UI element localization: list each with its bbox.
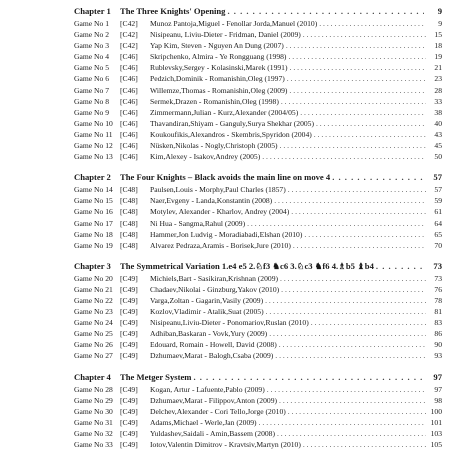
eco-code: [C49] xyxy=(120,284,138,294)
list-item xyxy=(74,40,442,51)
dot-leader xyxy=(286,40,426,51)
dot-leader xyxy=(259,417,426,428)
players-text: Nisipeanu, Liviu-Dieter - Fridman, Daniel (2009) xyxy=(150,30,301,40)
game-page-number: 61 xyxy=(434,207,442,217)
game-number: Game No 15 xyxy=(74,196,113,206)
eco-code: [C48] xyxy=(120,240,138,250)
chapter-label: Chapter 3 xyxy=(74,260,111,271)
game-page-number: 50 xyxy=(434,152,442,162)
game-page-number: 19 xyxy=(434,52,442,62)
dot-leader xyxy=(262,151,426,162)
dot-leader xyxy=(227,6,424,17)
game-page-number: 93 xyxy=(434,351,442,361)
chapter-section xyxy=(74,372,442,451)
dot-leader xyxy=(267,384,426,395)
game-players xyxy=(150,40,426,51)
list-item xyxy=(74,29,442,40)
players-text: Delchev,Alexander - Cori Tello,Jorge (2010) xyxy=(150,406,286,416)
chapter-title: The Four Knights – Black avoids the main line on move 4 xyxy=(120,172,331,183)
chapter-section xyxy=(74,6,442,162)
dot-leader xyxy=(300,107,426,118)
game-number: Game No 17 xyxy=(74,218,113,228)
list-item xyxy=(74,428,442,439)
eco-code: [C49] xyxy=(120,340,138,350)
game-number: Game No 6 xyxy=(74,74,110,84)
game-number: Game No 18 xyxy=(74,229,113,239)
players-text: Iotov,Valentin Dimitrov - Kravtsiv,Martyn (2010) xyxy=(150,440,301,449)
players-text: Dzhumaev,Marat - Balogh,Csaba (2009) xyxy=(150,351,274,361)
game-number: Game No 10 xyxy=(74,118,113,128)
players-text: Ni Hua - Sangma,Rahul (2009) xyxy=(150,218,246,228)
game-number: Game No 32 xyxy=(74,428,113,438)
game-players xyxy=(150,240,426,251)
chapter-heading xyxy=(74,6,442,17)
chapter-heading xyxy=(74,372,442,383)
game-number: Game No 29 xyxy=(74,395,113,405)
dot-leader xyxy=(319,18,426,29)
list-item xyxy=(74,350,442,361)
game-number: Game No 27 xyxy=(74,351,113,361)
game-players xyxy=(150,218,426,229)
game-page-number: 40 xyxy=(434,118,442,128)
dot-leader xyxy=(266,306,426,317)
list-item xyxy=(74,417,442,428)
game-list xyxy=(74,273,442,362)
game-page-number: 9 xyxy=(438,19,442,28)
dot-leader xyxy=(376,261,424,272)
game-number: Game No 33 xyxy=(74,440,113,449)
game-players xyxy=(150,129,426,140)
dot-leader xyxy=(311,317,426,328)
players-text: Hammer,Jon Ludvig - Moradiabadi,Elshan (2010) xyxy=(150,229,303,239)
game-page-number: 64 xyxy=(434,218,442,228)
game-players xyxy=(150,229,426,240)
game-number: Game No 4 xyxy=(74,52,110,62)
players-text: Michiels,Bart - Sasikiran,Krishnan (2009) xyxy=(150,273,279,283)
players-text: Naer,Evgeny - Landa,Konstantin (2008) xyxy=(150,196,273,206)
dot-leader xyxy=(247,218,426,229)
game-number: Game No 16 xyxy=(74,207,113,217)
list-item xyxy=(74,206,442,217)
list-item xyxy=(74,140,442,151)
dot-leader xyxy=(304,229,426,240)
eco-code: [C46] xyxy=(120,118,138,128)
list-item xyxy=(74,151,442,162)
game-page-number: 81 xyxy=(434,307,442,317)
list-item xyxy=(74,195,442,206)
game-players xyxy=(150,206,426,217)
players-text: Thavandiran,Shiyam - Ganguly,Surya Shekhar (2005) xyxy=(150,118,314,128)
game-players xyxy=(150,406,426,417)
game-number: Game No 30 xyxy=(74,406,113,416)
list-item xyxy=(74,384,442,395)
game-number: Game No 5 xyxy=(74,63,110,73)
game-players xyxy=(150,306,426,317)
chapter-section xyxy=(74,261,442,362)
game-players xyxy=(150,151,426,162)
players-text: Edouard, Romain - Howell, David (2008) xyxy=(150,340,277,350)
game-players xyxy=(150,62,426,73)
game-players xyxy=(150,328,426,339)
dot-leader xyxy=(293,240,426,251)
players-text: Zimmermann,Julian - Kurz,Alexander (2004/05) xyxy=(150,107,299,117)
game-list xyxy=(74,384,442,451)
list-item xyxy=(74,328,442,339)
eco-code: [C49] xyxy=(120,307,138,317)
dot-leader xyxy=(288,184,426,195)
game-page-number: 73 xyxy=(434,273,442,283)
players-text: Sermek,Drazen - Romanishin,Oleg (1998) xyxy=(150,96,279,106)
game-page-number: 100 xyxy=(430,406,442,416)
game-players xyxy=(150,439,426,450)
eco-code: [C49] xyxy=(120,440,138,449)
players-text: Alvarez Pedraza,Aramis - Borisek,Jure (2010) xyxy=(150,240,291,250)
game-page-number: 15 xyxy=(434,30,442,40)
list-item xyxy=(74,51,442,62)
game-page-number: 43 xyxy=(434,129,442,139)
eco-code: [C49] xyxy=(120,295,138,305)
game-players xyxy=(150,140,426,151)
players-text: Kozlov,Vladimir - Atalik,Suat (2005) xyxy=(150,307,264,317)
dot-leader xyxy=(193,372,424,383)
game-page-number: 90 xyxy=(434,340,442,350)
list-item xyxy=(74,229,442,240)
list-item xyxy=(74,406,442,417)
game-page-number: 86 xyxy=(434,329,442,339)
players-text: Koukoufikis,Alexandros - Skembris,Spyridon (2004) xyxy=(150,129,312,139)
game-number: Game No 11 xyxy=(74,129,113,139)
eco-code: [C49] xyxy=(120,318,138,328)
eco-code: [C49] xyxy=(120,406,138,416)
dot-leader xyxy=(280,140,426,151)
game-page-number: 28 xyxy=(434,85,442,95)
game-players xyxy=(150,118,426,129)
game-page-number: 59 xyxy=(434,196,442,206)
eco-code: [C46] xyxy=(120,129,138,139)
eco-code: [C49] xyxy=(120,384,138,394)
dot-leader xyxy=(275,350,426,361)
list-item xyxy=(74,306,442,317)
dot-leader xyxy=(290,62,426,73)
game-page-number: 76 xyxy=(434,284,442,294)
game-page-number: 98 xyxy=(434,395,442,405)
game-players xyxy=(150,284,426,295)
game-page-number: 70 xyxy=(434,240,442,250)
players-text: Adams,Michael - Werle,Jan (2009) xyxy=(150,417,257,427)
game-page-number: 97 xyxy=(434,384,442,394)
game-players xyxy=(150,73,426,84)
chapter-page-number: 73 xyxy=(433,260,442,271)
players-text: Varga,Zoltan - Gagarin,Vasily (2009) xyxy=(150,295,264,305)
dot-leader xyxy=(274,195,426,206)
game-players xyxy=(150,107,426,118)
game-page-number: 101 xyxy=(430,417,442,427)
game-page-number: 105 xyxy=(430,440,442,449)
dot-leader xyxy=(316,118,426,129)
list-item xyxy=(74,273,442,284)
game-number: Game No 1 xyxy=(74,19,110,28)
dot-leader xyxy=(280,273,426,284)
game-number: Game No 3 xyxy=(74,41,110,51)
players-text: Chadaev,Nikolai - Ginzburg,Yakov (2010) xyxy=(150,284,280,294)
game-page-number: 23 xyxy=(434,74,442,84)
dot-leader xyxy=(279,395,426,406)
game-players xyxy=(150,18,426,29)
dot-leader xyxy=(289,85,426,96)
eco-code: [C48] xyxy=(120,196,138,206)
game-players xyxy=(150,184,426,195)
chapter-title: The Metger System xyxy=(120,371,192,382)
game-number: Game No 19 xyxy=(74,240,113,250)
chapter-page-number: 57 xyxy=(433,172,442,183)
players-text: Skripchenko, Almira - Ye Rongguang (1998) xyxy=(150,52,287,62)
game-number: Game No 9 xyxy=(74,107,110,117)
list-item xyxy=(74,96,442,107)
game-players xyxy=(150,51,426,62)
game-number: Game No 21 xyxy=(74,284,113,294)
list-item xyxy=(74,107,442,118)
eco-code: [C49] xyxy=(120,428,138,438)
game-players xyxy=(150,395,426,406)
eco-code: [C49] xyxy=(120,329,138,339)
game-number: Game No 24 xyxy=(74,318,113,328)
eco-code: [C48] xyxy=(120,218,138,228)
dot-leader xyxy=(288,406,426,417)
chapter-page-number: 97 xyxy=(433,371,442,382)
game-number: Game No 13 xyxy=(74,152,113,162)
eco-code: [C46] xyxy=(120,107,138,117)
eco-code: [C42] xyxy=(120,19,138,28)
players-text: Rublevsky,Sergey - Kolasinski,Marek (1991) xyxy=(150,63,288,73)
players-text: Nisipeanu,Liviu-Dieter - Ponomariov,Ruslan (2010) xyxy=(150,318,309,328)
game-number: Game No 25 xyxy=(74,329,113,339)
players-text: Adhiban,Baskaran - Vovk,Yury (2009) xyxy=(150,329,268,339)
dot-leader xyxy=(281,284,426,295)
game-players xyxy=(150,384,426,395)
players-text: Kim,Alexey - Isakov,Andrey (2005) xyxy=(150,152,261,162)
game-number: Game No 23 xyxy=(74,307,113,317)
chapter-section xyxy=(74,172,442,251)
eco-code: [C49] xyxy=(120,351,138,361)
game-number: Game No 14 xyxy=(74,185,113,195)
game-number: Game No 26 xyxy=(74,340,113,350)
dot-leader xyxy=(314,129,426,140)
eco-code: [C48] xyxy=(120,229,138,239)
eco-code: [C46] xyxy=(120,96,138,106)
list-item xyxy=(74,118,442,129)
game-players xyxy=(150,295,426,306)
game-page-number: 38 xyxy=(434,107,442,117)
players-text: Dzhumaev,Marat - Filippov,Anton (2009) xyxy=(150,395,278,405)
game-page-number: 57 xyxy=(434,185,442,195)
eco-code: [C49] xyxy=(120,395,138,405)
game-players xyxy=(150,317,426,328)
game-players xyxy=(150,350,426,361)
eco-code: [C46] xyxy=(120,152,138,162)
dot-leader xyxy=(303,29,426,40)
dot-leader xyxy=(287,73,426,84)
chapter-label: Chapter 2 xyxy=(74,172,111,183)
chapter-heading xyxy=(74,172,442,183)
dot-leader xyxy=(279,339,426,350)
eco-code: [C49] xyxy=(120,417,138,427)
chapter-title: The Three Knights' Opening xyxy=(120,6,226,16)
eco-code: [C46] xyxy=(120,63,138,73)
list-item xyxy=(74,85,442,96)
game-number: Game No 28 xyxy=(74,384,113,394)
dot-leader xyxy=(288,51,426,62)
game-number: Game No 31 xyxy=(74,417,113,427)
game-page-number: 33 xyxy=(434,96,442,106)
eco-code: [C48] xyxy=(120,207,138,217)
game-players xyxy=(150,339,426,350)
list-item xyxy=(74,339,442,350)
players-text: Pedzich,Dominik - Romanishin,Oleg (1997) xyxy=(150,74,285,84)
dot-leader xyxy=(332,172,424,183)
game-page-number: 78 xyxy=(434,295,442,305)
game-players xyxy=(150,195,426,206)
list-item xyxy=(74,218,442,229)
game-page-number: 65 xyxy=(434,229,442,239)
game-players xyxy=(150,85,426,96)
list-item xyxy=(74,73,442,84)
chapter-page-number: 9 xyxy=(437,6,442,16)
game-players xyxy=(150,273,426,284)
game-list xyxy=(74,18,442,162)
dot-leader xyxy=(277,428,426,439)
dot-leader xyxy=(291,206,426,217)
eco-code: [C42] xyxy=(120,41,138,51)
list-item xyxy=(74,395,442,406)
list-item xyxy=(74,284,442,295)
game-players xyxy=(150,417,426,428)
game-number: Game No 2 xyxy=(74,30,110,40)
game-players xyxy=(150,428,426,439)
game-page-number: 18 xyxy=(434,41,442,51)
players-text: Paulsen,Louis - Morphy,Paul Charles (1857) xyxy=(150,185,286,195)
game-page-number: 21 xyxy=(434,63,442,73)
players-text: Motylev, Alexander - Kharlov, Andrey (2004) xyxy=(150,207,290,217)
eco-code: [C48] xyxy=(120,185,138,195)
list-item xyxy=(74,439,442,450)
dot-leader xyxy=(265,295,426,306)
chapter-label: Chapter 1 xyxy=(74,6,111,16)
dot-leader xyxy=(281,96,426,107)
chapter-label: Chapter 4 xyxy=(74,371,111,382)
list-item xyxy=(74,240,442,251)
eco-code: [C46] xyxy=(120,74,138,84)
list-item xyxy=(74,184,442,195)
game-number: Game No 12 xyxy=(74,141,113,151)
eco-code: [C46] xyxy=(120,85,138,95)
game-number: Game No 8 xyxy=(74,96,110,106)
eco-code: [C49] xyxy=(120,273,138,283)
players-text: Nüsken,Nikolas - Nogly,Christoph (2005) xyxy=(150,141,278,151)
game-page-number: 83 xyxy=(434,318,442,328)
eco-code: [C42] xyxy=(120,30,138,40)
players-text: Munoz Pantoja,Miguel - Fenollar Jorda,Manuel (2010) xyxy=(150,19,318,28)
game-list xyxy=(74,184,442,251)
list-item xyxy=(74,295,442,306)
game-number: Game No 7 xyxy=(74,85,110,95)
eco-code: [C46] xyxy=(120,141,138,151)
players-text: Willemze,Thomas - Romanishin,Oleg (2009) xyxy=(150,85,288,95)
game-players xyxy=(150,96,426,107)
list-item xyxy=(74,62,442,73)
list-item xyxy=(74,317,442,328)
eco-code: [C46] xyxy=(120,52,138,62)
game-number: Game No 20 xyxy=(74,273,113,283)
dot-leader xyxy=(269,328,426,339)
game-page-number: 45 xyxy=(434,141,442,151)
game-number: Game No 22 xyxy=(74,295,113,305)
players-text: Yuldashev,Saidali - Amin,Bassem (2008) xyxy=(150,428,275,438)
chapter-title: The Symmetrical Variation 1.e4 e5 2.♘f3 ♞c6 3.♘c3 ♞f6 4.♗b5 ♝b4 xyxy=(120,260,374,271)
players-text: Yap Kim, Steven - Nguyen An Dung (2007) xyxy=(150,41,284,51)
dot-leader xyxy=(303,439,426,450)
game-page-number: 103 xyxy=(430,428,442,438)
game-players xyxy=(150,29,426,40)
chapter-heading xyxy=(74,261,442,272)
list-item xyxy=(74,18,442,29)
list-item xyxy=(74,129,442,140)
players-text: Kogan, Artur - Lafuente,Pablo (2009) xyxy=(150,384,265,394)
